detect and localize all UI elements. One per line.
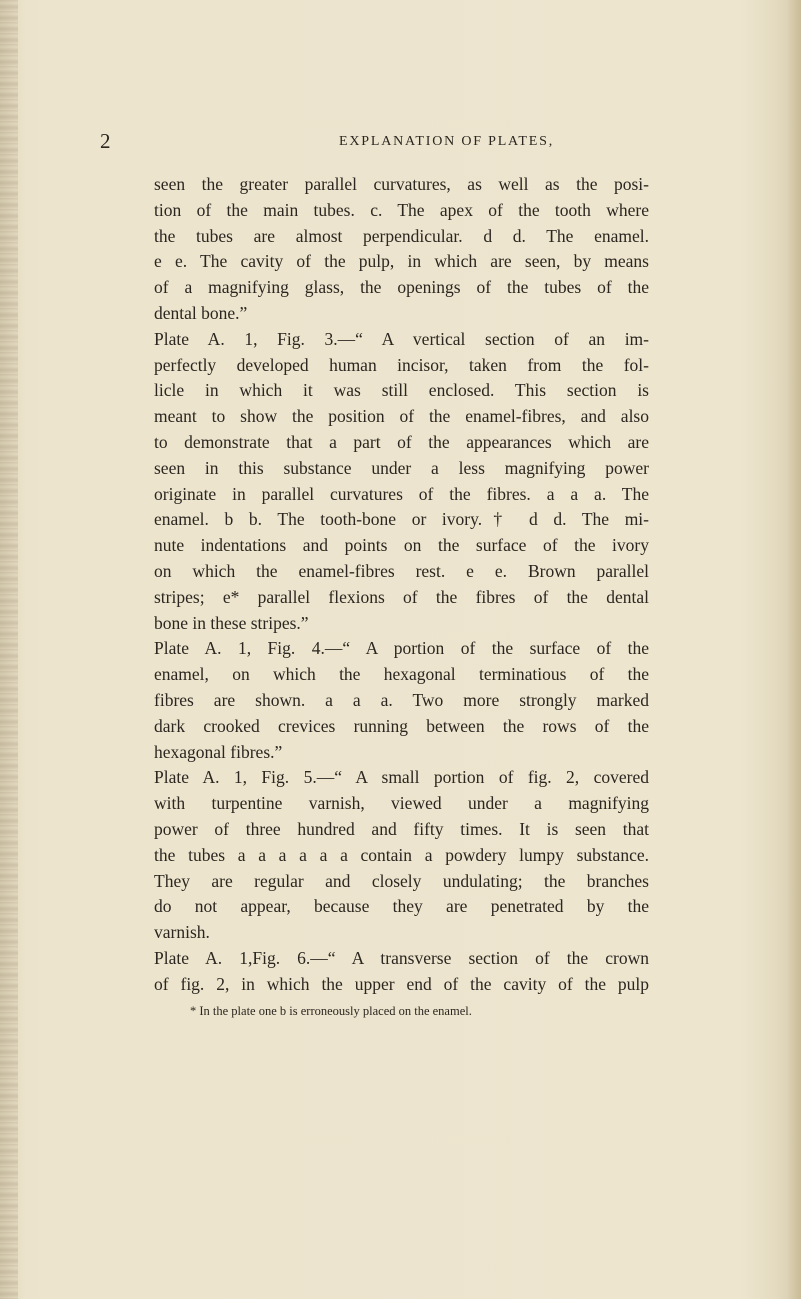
- text-line: of a magnifying glass, the openings of the tubes of the: [154, 277, 649, 298]
- text-line: Plate A. 1, Fig. 5.—“ A small portion of fig. 2, covered: [154, 767, 649, 788]
- text-line: bone in these stripes.”: [154, 612, 309, 633]
- text-line: seen the greater parallel curvatures, as well as the posi-: [154, 174, 649, 194]
- text-line: stripes; e* parallel flexions of the fibres of the dental: [154, 586, 649, 607]
- text-line: dental bone.”: [154, 302, 248, 323]
- text-line: meant to show the position of the enamel-fibres, and also: [154, 406, 649, 427]
- text-line: varnish.: [154, 922, 210, 943]
- text-line: seen in this substance under a less magnifying power: [154, 457, 649, 478]
- text-line: do not appear, because they are penetrated by the: [154, 896, 649, 917]
- text-line: hexagonal fibres.”: [154, 741, 283, 762]
- text-line: enamel, on which the hexagonal terminatious of the: [154, 664, 649, 685]
- text-line: Plate A. 1, Fig. 4.—“ A portion of the surface of the: [154, 638, 649, 659]
- text-line: to demonstrate that a part of the appearances which are: [154, 431, 649, 452]
- text-line: perfectly developed human incisor, taken from the fol-: [154, 354, 649, 375]
- text-line: originate in parallel curvatures of the fibres. a a a. The: [154, 483, 649, 504]
- text-line: power of three hundred and fifty times. It is seen that: [154, 818, 649, 839]
- text-line: of fig. 2, in which the upper end of the cavity of the pulp: [154, 973, 649, 994]
- text-line: dark crooked crevices running between the rows of the: [154, 715, 649, 736]
- text-line: Plate A. 1,Fig. 6.—“ A transverse section of the crown: [154, 947, 649, 968]
- text-line: the tubes a a a a a a contain a powdery lumpy substance.: [154, 844, 649, 865]
- running-head: [0, 128, 801, 154]
- text-line: tion of the main tubes. c. The apex of the tooth where: [154, 199, 649, 220]
- text-line: on which the enamel-fibres rest. e e. Brown parallel: [154, 560, 649, 581]
- text-line: Plate A. 1, Fig. 3.—“ A vertical section of an im-: [154, 328, 649, 349]
- body-text: [154, 172, 649, 998]
- text-line: the tubes are almost perpendicular. d d. The enamel.: [154, 225, 649, 246]
- text-line: e e. The cavity of the pulp, in which are seen, by means: [154, 251, 649, 272]
- page-binding-edge: [0, 0, 18, 1299]
- footnote: * In the plate one b is erroneously placed on the enamel.: [190, 1004, 472, 1018]
- page-number: 2: [100, 129, 111, 153]
- text-line: nute indentations and points on the surface of the ivory: [154, 535, 649, 556]
- text-line: fibres are shown. a a a. Two more strongly marked: [154, 689, 649, 710]
- running-head-title: EXPLANATION OF PLATES,: [339, 134, 554, 149]
- text-line: licle in which it was still enclosed. This section is: [154, 380, 649, 401]
- page-right-edge: [787, 0, 801, 1299]
- text-line: with turpentine varnish, viewed under a magnifying: [154, 793, 649, 814]
- text-line: They are regular and closely undulating; the branches: [154, 870, 649, 891]
- text-line: enamel. b b. The tooth-bone or ivory.† d d. The mi-: [154, 509, 649, 530]
